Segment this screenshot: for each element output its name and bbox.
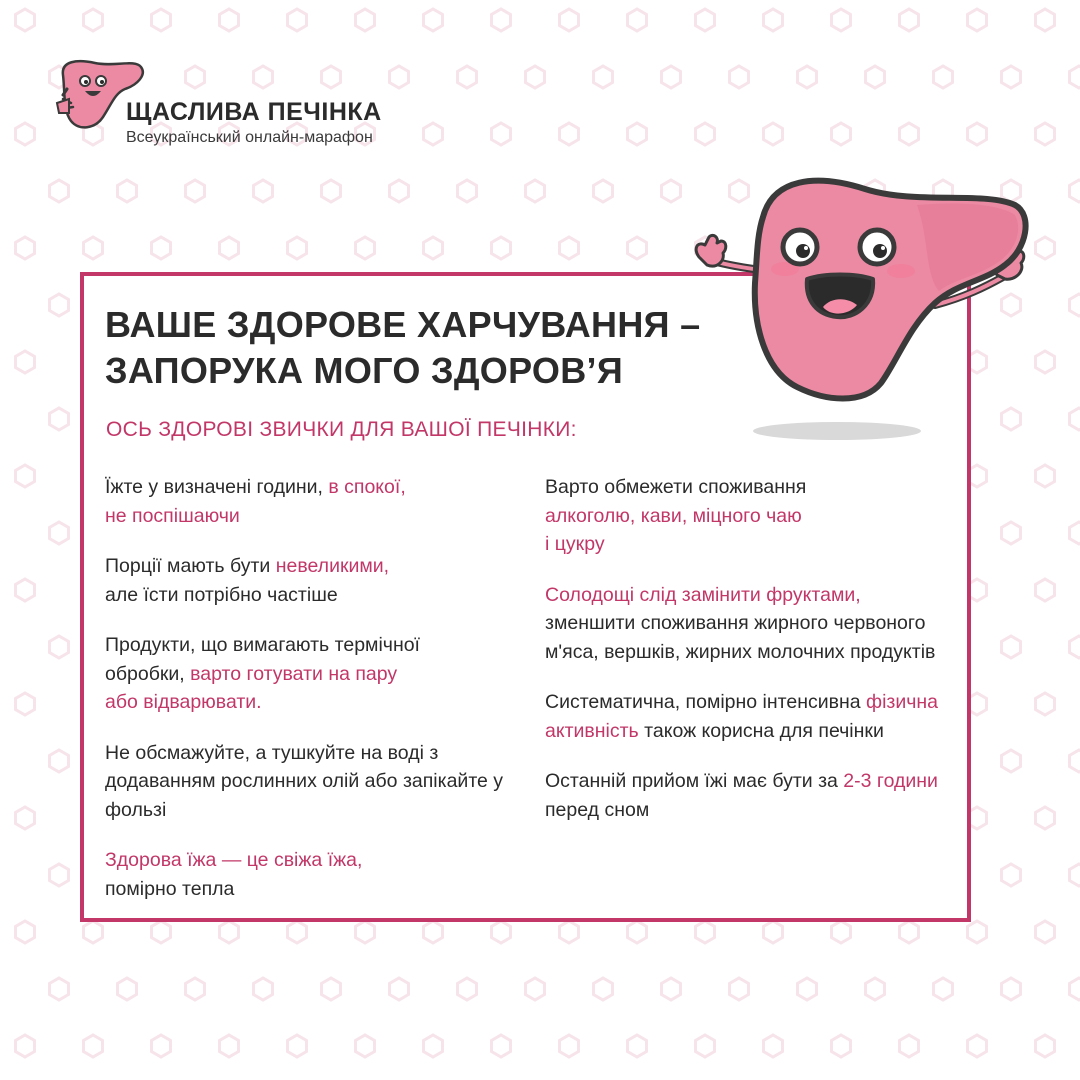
background-hexagon xyxy=(628,123,647,145)
background-hexagon xyxy=(1070,864,1080,886)
background-hexagon xyxy=(118,180,137,202)
tip-last-meal: Останній прийом їжі має бути за 2-3 години перед сном xyxy=(545,770,938,821)
background-hexagon xyxy=(50,864,69,886)
background-hexagon xyxy=(730,978,749,1000)
background-hexagon xyxy=(696,123,715,145)
background-hexagon xyxy=(288,1035,307,1057)
background-hexagon xyxy=(1002,522,1021,544)
background-hexagon xyxy=(1036,123,1055,145)
background-hexagon xyxy=(1002,978,1021,1000)
background-hexagon xyxy=(1070,978,1080,1000)
background-hexagon xyxy=(696,921,715,943)
background-hexagon xyxy=(50,636,69,658)
background-hexagon xyxy=(526,180,545,202)
background-hexagon xyxy=(764,123,783,145)
background-hexagon xyxy=(628,237,647,259)
background-hexagon xyxy=(798,978,817,1000)
background-hexagon xyxy=(84,921,103,943)
tip-sweets: Солодощі слід замінити фруктами, зменшити споживання жирного червоного м'яса, вершків, жирних молочних продуктів xyxy=(545,583,936,663)
background-hexagon xyxy=(560,237,579,259)
tip-activity: Систематична, помірно інтенсивна фізична активність також корисна для печінки xyxy=(545,691,939,742)
background-hexagon xyxy=(186,66,205,88)
background-hexagon xyxy=(1070,750,1080,772)
background-hexagon xyxy=(662,66,681,88)
background-hexagon xyxy=(1070,66,1080,88)
background-hexagon xyxy=(16,921,35,943)
background-hexagon xyxy=(1036,9,1055,31)
background-hexagon xyxy=(16,1035,35,1057)
background-hexagon xyxy=(84,9,103,31)
background-hexagon xyxy=(390,180,409,202)
background-hexagon xyxy=(50,294,69,316)
tip-portions: Порції мають бути невеликими, але їсти потрібно частіше xyxy=(105,555,390,606)
headline-line-1: ВАШЕ ЗДОРОВЕ ХАРЧУВАННЯ – xyxy=(105,304,701,345)
background-hexagon xyxy=(322,180,341,202)
background-hexagon xyxy=(832,9,851,31)
background-hexagon xyxy=(628,9,647,31)
background-hexagon xyxy=(560,921,579,943)
background-hexagon xyxy=(390,978,409,1000)
background-hexagon xyxy=(16,807,35,829)
background-hexagon xyxy=(1070,180,1080,202)
tips-right-column xyxy=(545,473,945,846)
background-hexagon xyxy=(968,921,987,943)
background-hexagon xyxy=(1002,66,1021,88)
background-hexagon xyxy=(458,180,477,202)
background-hexagon xyxy=(934,978,953,1000)
background-hexagon xyxy=(390,66,409,88)
background-hexagon xyxy=(1070,408,1080,430)
background-hexagon xyxy=(968,1035,987,1057)
background-hexagon xyxy=(696,1035,715,1057)
background-hexagon xyxy=(1036,1035,1055,1057)
background-hexagon xyxy=(50,978,69,1000)
background-hexagon xyxy=(424,123,443,145)
background-hexagon xyxy=(594,180,613,202)
background-hexagon xyxy=(730,66,749,88)
background-hexagon xyxy=(1002,750,1021,772)
background-hexagon xyxy=(934,66,953,88)
background-hexagon xyxy=(254,66,273,88)
background-hexagon xyxy=(458,66,477,88)
background-hexagon xyxy=(560,1035,579,1057)
background-hexagon xyxy=(16,237,35,259)
background-hexagon xyxy=(492,9,511,31)
background-hexagon xyxy=(16,693,35,715)
background-hexagon xyxy=(594,978,613,1000)
background-hexagon xyxy=(832,921,851,943)
tip-fresh-food: Здорова їжа — це свіжа їжа, помірно тепла xyxy=(105,849,363,900)
background-hexagon xyxy=(560,123,579,145)
background-hexagon xyxy=(16,579,35,601)
background-hexagon xyxy=(288,9,307,31)
background-hexagon xyxy=(832,123,851,145)
background-hexagon xyxy=(900,9,919,31)
tip-no-frying: Не обсмажуйте, а тушкуйте на воді з додаванням рослинних олій або запікайте у фользі xyxy=(105,741,504,821)
background-hexagon xyxy=(84,237,103,259)
background-hexagon xyxy=(968,123,987,145)
background-hexagon xyxy=(254,978,273,1000)
background-hexagon xyxy=(832,1035,851,1057)
background-hexagon xyxy=(1002,636,1021,658)
background-hexagon xyxy=(900,921,919,943)
subheading: ОСЬ ЗДОРОВІ ЗВИЧКИ ДЛЯ ВАШОЇ ПЕЧІНКИ: xyxy=(106,418,577,441)
background-hexagon xyxy=(118,978,137,1000)
background-hexagon xyxy=(968,9,987,31)
background-hexagon xyxy=(50,522,69,544)
background-hexagon xyxy=(424,237,443,259)
background-hexagon xyxy=(356,237,375,259)
background-hexagon xyxy=(356,9,375,31)
background-hexagon xyxy=(866,66,885,88)
headline-line-2: ЗАПОРУКА МОГО ЗДОРОВ’Я xyxy=(105,350,624,391)
brand-title: ЩАСЛИВА ПЕЧІНКА xyxy=(126,98,382,126)
background-hexagon xyxy=(1036,921,1055,943)
background-hexagon xyxy=(458,978,477,1000)
background-hexagon xyxy=(492,1035,511,1057)
background-hexagon xyxy=(424,1035,443,1057)
background-hexagon xyxy=(50,180,69,202)
background-hexagon xyxy=(1036,465,1055,487)
brand-subtitle: Всеукраїнський онлайн-марафон xyxy=(126,129,373,146)
background-hexagon xyxy=(424,9,443,31)
background-hexagon xyxy=(1070,636,1080,658)
background-hexagon xyxy=(526,978,545,1000)
background-hexagon xyxy=(798,66,817,88)
background-hexagon xyxy=(220,237,239,259)
background-hexagon xyxy=(186,978,205,1000)
background-hexagon xyxy=(764,921,783,943)
background-hexagon xyxy=(50,408,69,430)
background-hexagon xyxy=(254,180,273,202)
background-hexagon xyxy=(16,9,35,31)
background-hexagon xyxy=(322,978,341,1000)
background-hexagon xyxy=(1070,294,1080,316)
background-hexagon xyxy=(1070,522,1080,544)
background-hexagon xyxy=(186,180,205,202)
background-hexagon xyxy=(526,66,545,88)
background-hexagon xyxy=(560,9,579,31)
background-hexagon xyxy=(322,66,341,88)
background-hexagon xyxy=(900,123,919,145)
background-hexagon xyxy=(492,123,511,145)
background-hexagon xyxy=(662,180,681,202)
background-hexagon xyxy=(764,1035,783,1057)
tip-cooking: Продукти, що вимагають термічної обробки, варто готувати на пару або відварювати. xyxy=(105,634,420,713)
background-hexagon xyxy=(628,1035,647,1057)
background-hexagon xyxy=(220,9,239,31)
background-hexagon xyxy=(662,978,681,1000)
background-hexagon xyxy=(492,237,511,259)
tip-meal-times: Їжте у визначені години, в спокої, не поспішаючи xyxy=(105,476,406,527)
background-hexagon xyxy=(1036,237,1055,259)
background-hexagon xyxy=(288,237,307,259)
happy-liver-mascot-icon xyxy=(685,165,1035,450)
background-hexagon xyxy=(152,237,171,259)
background-hexagon xyxy=(356,1035,375,1057)
background-hexagon xyxy=(16,351,35,373)
background-hexagon xyxy=(1036,351,1055,373)
background-hexagon xyxy=(1036,579,1055,601)
headline xyxy=(105,302,785,394)
background-hexagon xyxy=(220,1035,239,1057)
background-hexagon xyxy=(594,66,613,88)
background-hexagon xyxy=(84,1035,103,1057)
background-hexagon xyxy=(764,9,783,31)
background-hexagon xyxy=(900,1035,919,1057)
tip-limit-alcohol: Варто обмежети споживання алкоголю, кави, міцного чаю і цукру xyxy=(545,476,807,555)
background-hexagon xyxy=(1036,693,1055,715)
tips-left-column xyxy=(105,473,505,925)
background-hexagon xyxy=(152,1035,171,1057)
background-hexagon xyxy=(1036,807,1055,829)
background-hexagon xyxy=(16,123,35,145)
background-hexagon xyxy=(16,465,35,487)
background-hexagon xyxy=(1002,864,1021,886)
background-hexagon xyxy=(696,9,715,31)
background-hexagon xyxy=(50,750,69,772)
background-hexagon xyxy=(866,978,885,1000)
background-hexagon xyxy=(628,921,647,943)
background-hexagon xyxy=(152,9,171,31)
